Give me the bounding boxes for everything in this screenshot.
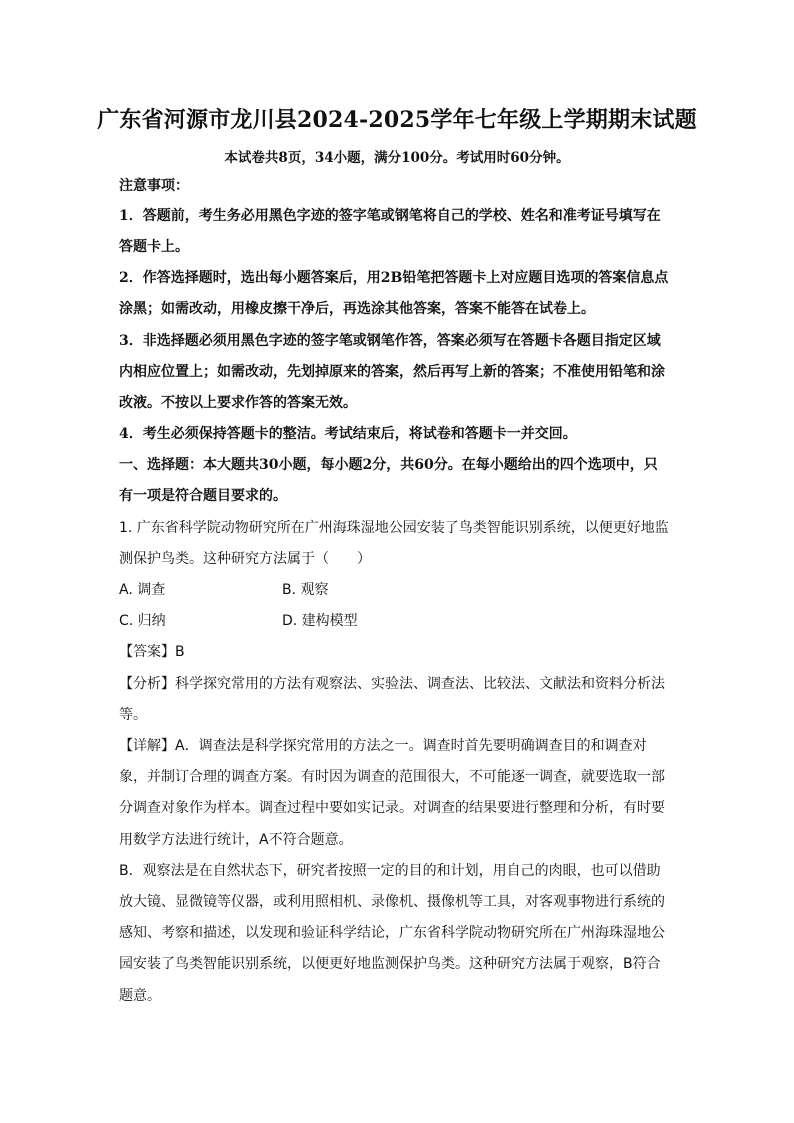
note-line: 3．非选择题必须用黑色字迹的签字笔或钢笔作答，答案必须写在答题卡各题目指定区域 bbox=[119, 333, 661, 349]
analysis-text: 科学探究常用的方法有观察法、实验法、调查法、比较法、文献法和资料分析法 bbox=[175, 676, 665, 692]
analysis-label: 【分析】 bbox=[119, 676, 175, 692]
explanation-line: 感知、考察和描述，以发现和验证科学结论，广东省科学院动物研究所在广州海珠湿地公 bbox=[119, 925, 665, 941]
question-stem: 1. 广东省科学院动物研究所在广州海珠湿地公园安装了鸟类智能识别系统，以便更好地监 bbox=[119, 520, 669, 536]
section-heading: 有一项是符合题目要求的。 bbox=[119, 488, 287, 504]
option-b: B. 观察 bbox=[282, 582, 329, 598]
explanation-line: 题意。 bbox=[119, 988, 161, 1004]
notes-heading: 注意事项： bbox=[119, 178, 189, 194]
answer-value: B bbox=[175, 644, 185, 660]
answer-line bbox=[119, 642, 679, 662]
note-line: 答题卡上。 bbox=[119, 239, 189, 255]
explanation-line: B．观察法是在自然状态下，研究者按照一定的目的和计划，用自己的肉眼，也可以借助 bbox=[119, 863, 661, 879]
option-c: C. 归纳 bbox=[119, 613, 166, 629]
explanation-text: A．调查法是科学探究常用的方法之一。调查时首先要明确调查目的和调查对 bbox=[175, 738, 647, 754]
explanation-line: 放大镜、显微镜等仪器，或利用照相机、录像机、摄像机等工具，对客观事物进行系统的 bbox=[119, 894, 665, 910]
question-stem: 测保护鸟类。这种研究方法属于（ ） bbox=[119, 551, 371, 567]
explanation-line: 象，并制订合理的调查方案。有时因为调查的范围很大，不可能逐一调查，就要选取一部 bbox=[119, 769, 665, 785]
exam-title: 广东省河源市龙川县2024-2025学年七年级上学期期末试题 bbox=[97, 107, 697, 133]
option-d: D. 建构模型 bbox=[282, 613, 358, 629]
analysis-line bbox=[119, 674, 679, 694]
option-a: A. 调查 bbox=[119, 582, 166, 598]
analysis-line: 等。 bbox=[119, 707, 147, 723]
note-line: 2．作答选择题时，选出每小题答案后，用2B铅笔把答题卡上对应题目选项的答案信息点 bbox=[119, 270, 669, 286]
answer-label: 【答案】 bbox=[119, 644, 175, 660]
note-line: 1．答题前，考生务必用黑色字迹的签字笔或钢笔将自己的学校、姓名和准考证号填写在 bbox=[119, 208, 661, 224]
note-line: 改液。不按以上要求作答的答案无效。 bbox=[119, 395, 357, 411]
explanation-label: 【详解】 bbox=[119, 738, 175, 754]
note-line: 4．考生必须保持答题卡的整洁。考试结束后，将试卷和答题卡一并交回。 bbox=[119, 426, 577, 442]
note-line: 内相应位置上；如需改动，先划掉原来的答案，然后再写上新的答案；不准使用铅笔和涂 bbox=[119, 364, 665, 380]
explanation-line bbox=[119, 736, 679, 756]
explanation-line: 用数学方法进行统计，A不符合题意。 bbox=[119, 832, 353, 848]
note-line: 涂黑；如需改动，用橡皮擦干净后，再选涂其他答案，答案不能答在试卷上。 bbox=[119, 301, 595, 317]
explanation-line: 园安装了鸟类智能识别系统，以便更好地监测保护鸟类。这种研究方法属于观察，B符合 bbox=[119, 956, 661, 972]
section-heading: 一、选择题：本大题共30小题，每小题2分，共60分。在每小题给出的四个选项中，只 bbox=[119, 457, 658, 473]
exam-subtitle: 本试卷共8页，34小题，满分100分。考试用时60分钟。 bbox=[224, 150, 570, 166]
explanation-line: 分调查对象作为样本。调查过程中要如实记录。对调查的结果要进行整理和分析，有时要 bbox=[119, 800, 665, 816]
